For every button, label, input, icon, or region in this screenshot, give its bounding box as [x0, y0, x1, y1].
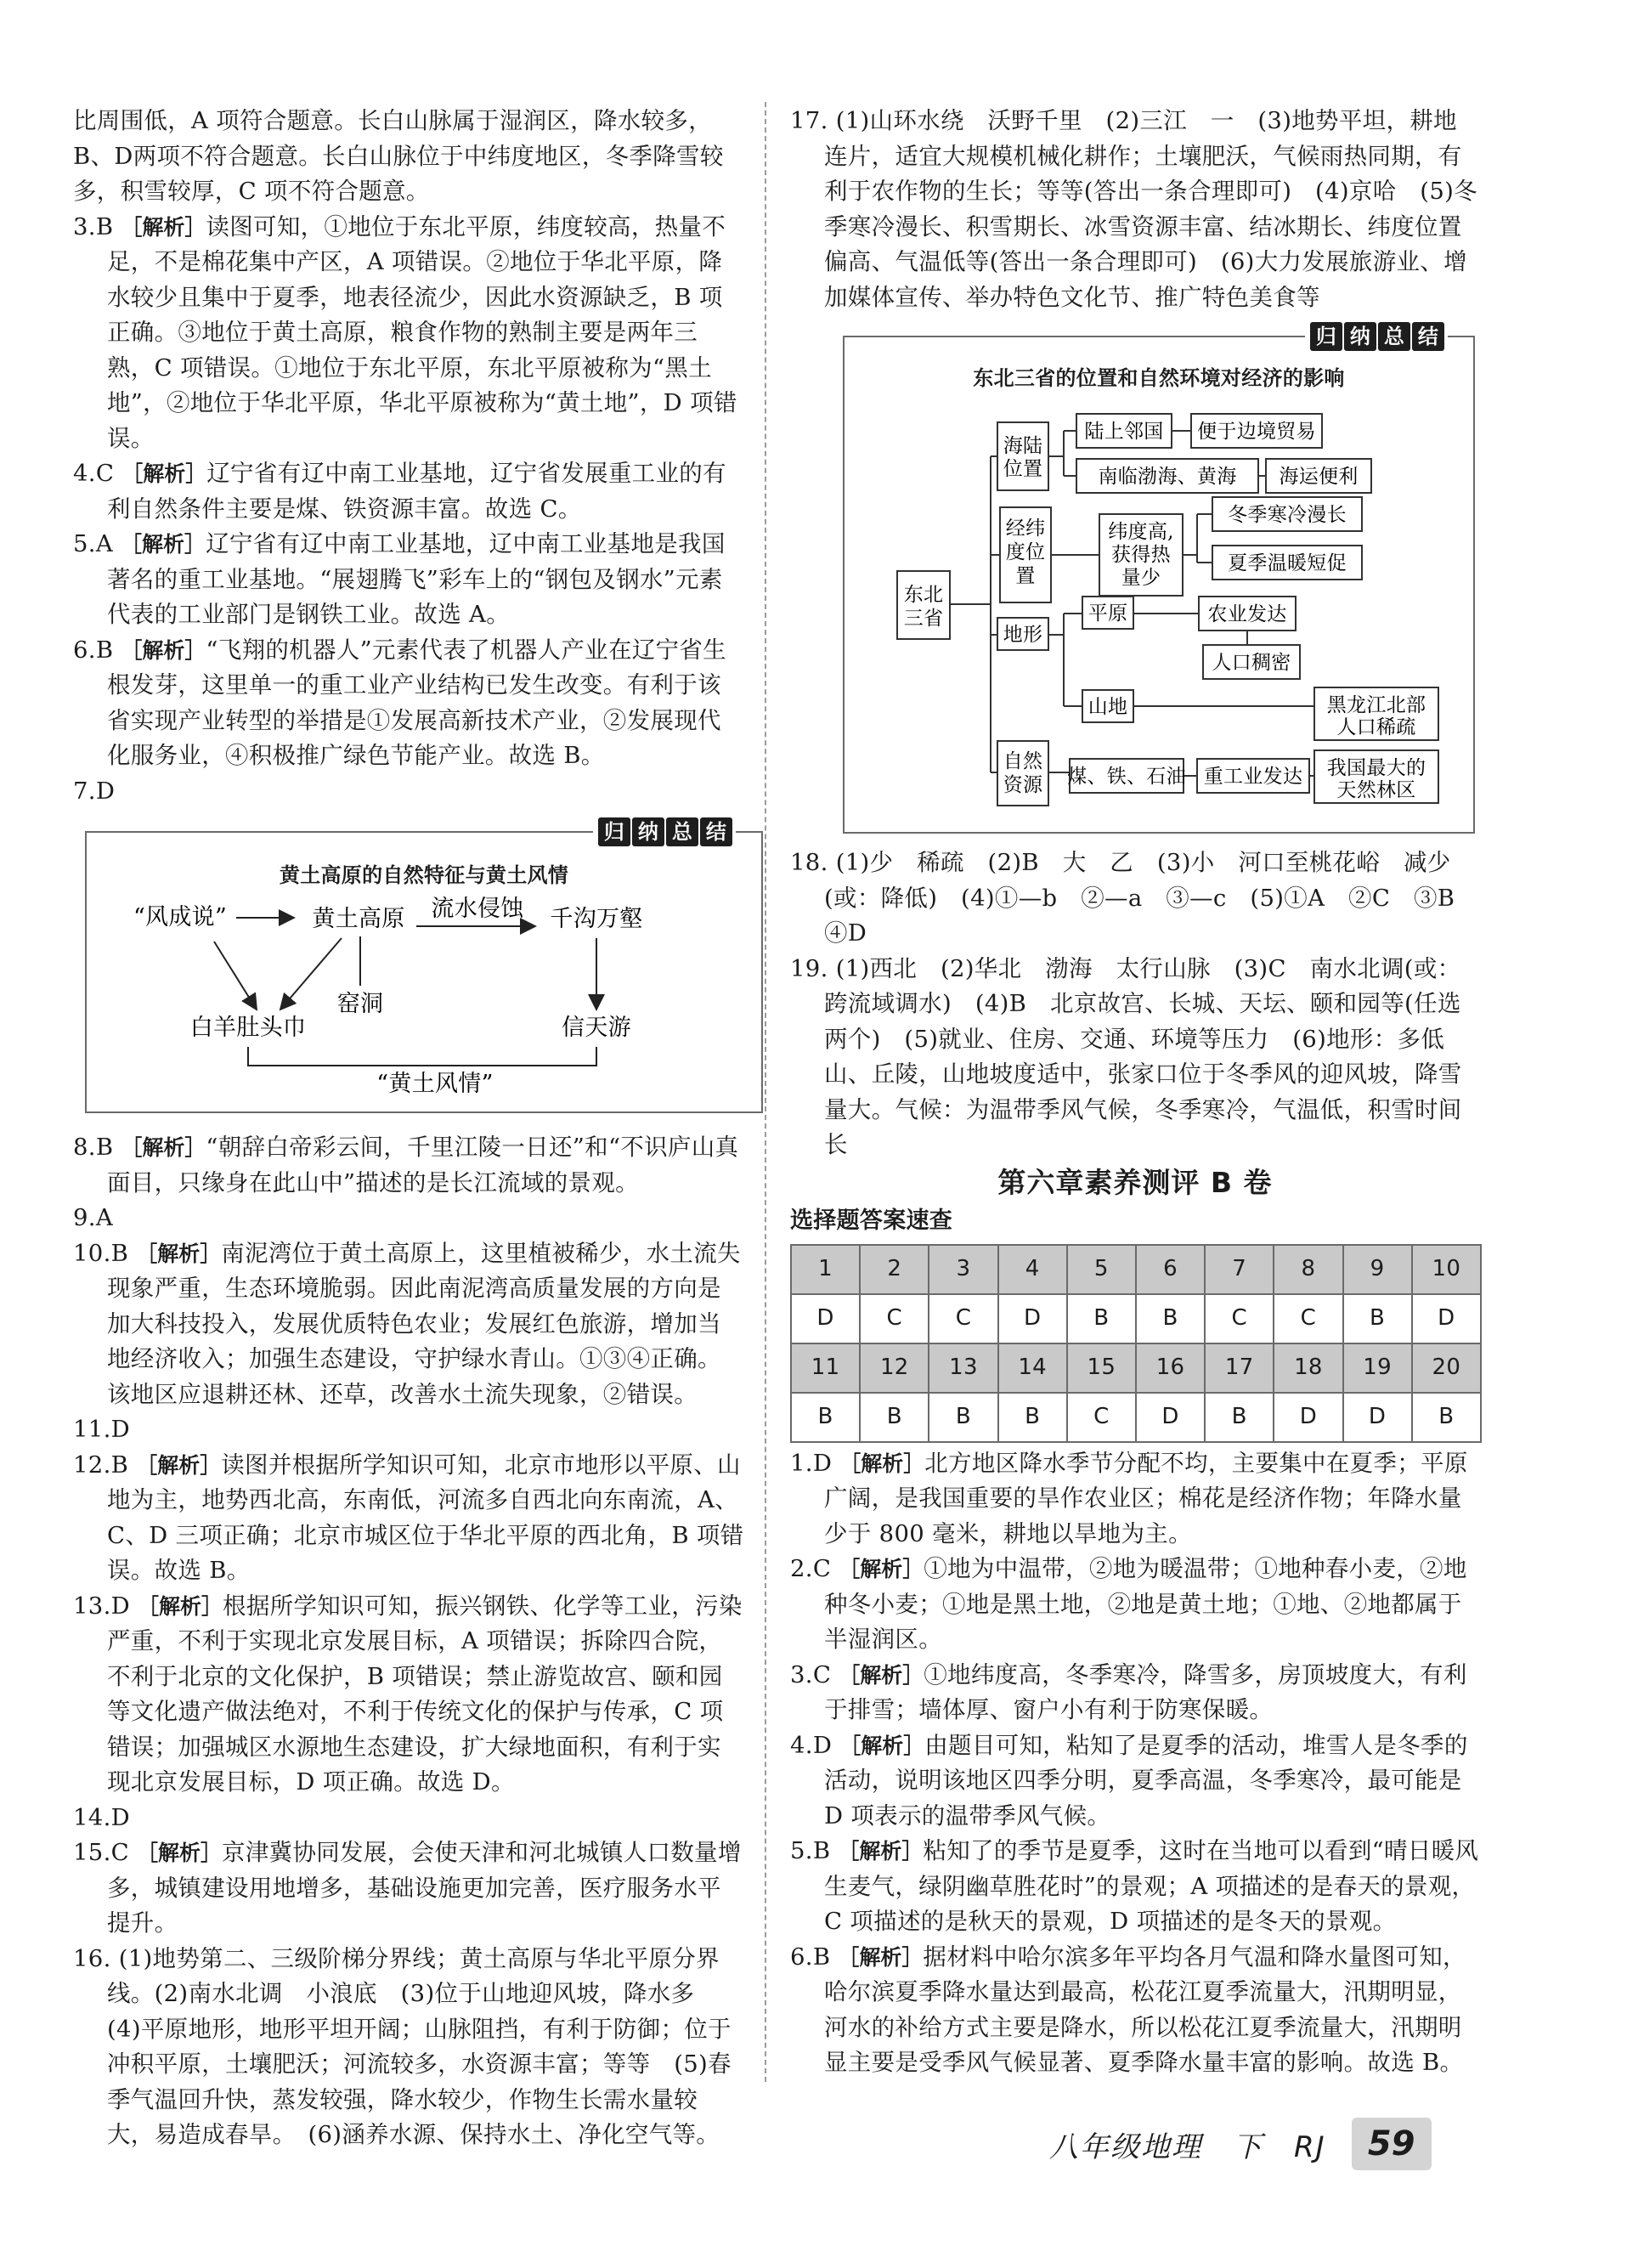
answer-cell: 17 [1205, 1343, 1274, 1393]
page-footer [1049, 2118, 1432, 2170]
answer-item [73, 1589, 744, 1801]
answer-item [790, 1834, 1480, 1940]
answer-text: (1)山环水绕 沃野千里 (2)三江 一 (3)地势平坦，耕地连片，适宜大规模机械化耕作；土壤肥沃，气候雨热同期，有利于农作物的生长；等等(答出一条合理即可) (4)京哈 (5)冬季寒冷漫长、积雪期长、冰雪资源丰富、结冰期长、纬度位置偏高、气温低等(答出一条合理即可) (6)大力发展旅游业、增加媒体宣传、举办特色文化节、推广特色美食等 [824, 107, 1477, 311]
answer-text: 比周围低，A 项符合题意。长白山脉属于湿润区，降水较多，B、D两项不符合题意。长白山脉位于中纬度地区，冬季降雪较多，积雪较厚，C 项不符合题意。 [73, 107, 724, 205]
answer-number: 9.A [73, 1204, 113, 1231]
answer-cell: D [1274, 1393, 1342, 1442]
footer-book-title: 八年级地理 下 RJ [1049, 2129, 1326, 2164]
answer-number: 1.D [790, 1449, 833, 1477]
answer-cell: B [1412, 1393, 1481, 1442]
answer-text: (1)地势第二、三级阶梯分界线；黄土高原与华北平原分界线。(2)南水北调 小浪底 (3)位于山地迎风坡，降水多 (4)平原地形，地形平坦开阔；山脉阻挡，有利于防御；位于冲积平原，土壤肥沃；河流较多，水资源丰富；等等 (5)春季气温回升快，蒸发较强，降水较少，作物生长需水量较大，易造成春旱。 (6)涵养水源、保持水土、净化空气等。 [107, 1944, 732, 2148]
analysis-label: ［解析］ [138, 1593, 223, 1619]
analysis-label: ［解析］ [121, 461, 207, 486]
answer-text: “朝辞白帝彩云间，千里江陵一日还”和“不识庐山真面目，只缘身在此山中”描述的是长江流域的景观。 [107, 1134, 739, 1196]
node-nongye: 农业发达 [1207, 603, 1287, 625]
answer-cell: D [1136, 1393, 1205, 1442]
answer-text: 由题目可知，粘知了是夏季的活动，堆雪人是冬季的活动，说明该地区四季分明，夏季高温，冬季寒冷，最可能是 D 项表示的温带季风气候。 [824, 1731, 1468, 1830]
node-xintianyou: 信天游 [562, 1015, 631, 1041]
node-meitie: 煤、铁、石油 [1067, 766, 1186, 788]
answer-cell: C [929, 1294, 997, 1343]
analysis-label: ［解析］ [839, 1733, 925, 1758]
answer-number: 4.D [790, 1731, 833, 1759]
answer-cell: 18 [1274, 1343, 1342, 1393]
answer-number: 16. [73, 1944, 111, 1972]
quick-answer-heading: 选择题答案速查 [790, 1208, 953, 1234]
answer-cell: 4 [998, 1245, 1067, 1294]
answer-item [73, 1236, 744, 1413]
answer-table-answer-row [791, 1294, 1481, 1343]
answer-item [73, 1130, 744, 1201]
answer-item [790, 1658, 1480, 1728]
analysis-label: ［解析］ [838, 1944, 924, 1970]
answer-number: 7.D [73, 777, 116, 805]
summary-title: 东北三省的位置和自然环境对经济的影响 [973, 366, 1345, 390]
left-column [73, 104, 744, 2153]
answer-text: (1)少 稀疏 (2)B 大 乙 (3)小 河口至桃花峪 减少(或：降低) (4)①—b ②—a ③—c (5)①A ②C ③B ④D [824, 849, 1479, 947]
answer-number: 19. [790, 954, 828, 982]
answer-number: 10.B [73, 1239, 129, 1267]
answer-text: 读图并根据所学知识可知，北京市地形以平原、山地为主，地势西北高，东南低，河流多自西北向东南流，A、C、D 三项正确；北京市城区位于华北平原的西北角，B 项错误。故选 B。 [107, 1451, 744, 1584]
summary-title: 黄土高原的自然特征与黄土风情 [279, 863, 569, 887]
right-answer-list [790, 104, 1480, 315]
answer-table [790, 1244, 1482, 1443]
node-nanlin: 南临渤海、黄海 [1098, 466, 1237, 488]
answer-text: 读图可知，①地位于东北平原，纬度较高，热量不足，不是棉花集中产区，A 项错误。②地位于华北平原，降水较少且集中于夏季，地表径流少，因此水资源缺乏，B 项正确。③地位于黄土高原，粮食作物的熟制主要是两年三熟，C 项错误。①地位于东北平原，东北平原被称为“黑土地”，②地位于华北平原，华北平原被称为“黄土地”，D 项错误。 [107, 212, 737, 452]
answer-text: 辽宁省有辽中南工业基地，辽宁省发展重工业的有利自然条件主要是煤、铁资源丰富。故选 C。 [107, 460, 726, 523]
answer-cell: B [929, 1393, 997, 1442]
node-weidu-2: 获得热 [1111, 544, 1171, 566]
answer-cell: B [1067, 1294, 1136, 1343]
answer-item [790, 1446, 1480, 1553]
answer-cell: C [1205, 1294, 1274, 1343]
analysis-label: ［解析］ [839, 1662, 924, 1688]
answer-number: 13.D [73, 1592, 130, 1620]
answer-item [790, 1728, 1480, 1835]
answer-cell: D [1412, 1294, 1481, 1343]
answer-cell: 5 [1067, 1245, 1136, 1294]
answer-item [73, 1942, 744, 2153]
answer-text: 粘知了的季节是夏季，这时在当地可以看到“晴日暖风生麦气，绿阴幽草胜花时”的景观；A 项描述的是春天的景观，C 项描述的是秋天的景观，D 项描述的是冬天的景观。 [824, 1837, 1479, 1935]
answer-text: ①地为中温带，②地为暖温带；①地种春小麦，②地种冬小麦；①地是黑土地，②地是黄土地；①地、②地都属于半湿润区。 [824, 1555, 1467, 1653]
answer-number: 17. [790, 107, 828, 134]
node-dongji: 冬季寒冷漫长 [1228, 504, 1347, 526]
node-haiyun: 海运便利 [1279, 466, 1359, 488]
answer-item [73, 104, 744, 210]
answer-cell: 16 [1136, 1343, 1205, 1393]
chapter-title: 第六章素养测评 B 卷 [997, 1165, 1273, 1199]
answer-item [73, 1448, 744, 1589]
answer-cell: 14 [998, 1343, 1067, 1393]
node-hailu-2: 位置 [1003, 458, 1043, 480]
answer-item [73, 1412, 744, 1448]
node-ziran-2: 资源 [1003, 774, 1043, 796]
node-lushang: 陆上邻国 [1084, 421, 1164, 443]
node-bianjing: 便于边境贸易 [1197, 421, 1316, 443]
node-dixing: 地形 [1003, 624, 1043, 646]
summary-box-loess [85, 820, 763, 1113]
node-jingwei-1: 经纬 [1005, 518, 1046, 540]
answer-table-number-row [791, 1245, 1481, 1294]
answer-text: 根据所学知识可知，振兴钢铁、化学等工业，污染严重，不利于实现北京发展目标，A 项错误；拆除四合院，不利于北京的文化保护，B 项错误；禁止游览故宫、颐和园等文化遗产做法绝对，不利于传统文化的保护与传承，C 项错误；加强城区水源地生态建设，扩大绿地面积，有利于实现北京发展目标，D 项正确。故选 D。 [107, 1592, 743, 1796]
answer-cell: 19 [1343, 1343, 1412, 1393]
answer-text: (1)西北 (2)华北 渤海 太行山脉 (3)C 南水北调(或：跨流域调水) (4)B 北京故宫、长城、天坛、颐和园等(任选两个) (5)就业、住房、交通、环境等压力 (6)地形：多低山、丘陵，山地坡度适中，张家口位于冬季风的迎风坡，降雪量大。气候：为温带季风气候，冬季寒冷，气温低，积雪时间长 [824, 954, 1462, 1158]
answer-item [790, 1940, 1480, 2081]
answer-number: 6.B [73, 636, 114, 664]
node-hailu-1: 海陆 [1003, 435, 1043, 457]
node-fengqing: “黄土风情” [376, 1071, 494, 1097]
analysis-label: ［解析］ [121, 532, 206, 557]
answer-number: 6.B [790, 1943, 831, 1971]
node-weidu-3: 量少 [1121, 567, 1161, 589]
answer-cell: C [860, 1294, 929, 1343]
answer-number: 5.B [790, 1837, 831, 1864]
answer-cell: 12 [860, 1343, 929, 1393]
answer-cell: 3 [929, 1245, 997, 1294]
answer-number: 11.D [73, 1416, 130, 1443]
summary-badge: 归 纳 总 结 [593, 814, 736, 850]
answer-number: 18. [790, 849, 828, 876]
summary-badge: 归 纳 总 结 [1305, 319, 1448, 354]
node-fengcheng: “风成说” [133, 904, 228, 930]
answer-text: 南泥湾位于黄土高原上，这里植被稀少，水土流失现象严重，生态环境脆弱。因此南泥湾高质量发展的方向是加大科技投入，发展优质特色农业；发展红色旅游，增加当地经济收入；加强生态建设，守护绿水青山。①③④正确。该地区应退耕还林、还草，改善水土流失现象，②错误。 [107, 1239, 741, 1408]
analysis-label: ［解析］ [839, 1451, 925, 1476]
node-baiyang: 白羊肚头巾 [189, 1015, 307, 1041]
answer-cell: D [791, 1294, 860, 1343]
answer-cell: 1 [791, 1245, 860, 1294]
answer-cell: 13 [929, 1343, 997, 1393]
left-answer-list-2 [73, 1130, 744, 2153]
analysis-label: ［解析］ [136, 1452, 222, 1478]
answer-cell: 11 [791, 1343, 860, 1393]
analysis-label: ［解析］ [838, 1839, 924, 1864]
answer-text: 辽宁省有辽中南工业基地，辽中南工业基地是我国著名的重工业基地。“展翅腾飞”彩车上的“钢包及钢水”元素代表的工业部门是钢铁工业。故选 A。 [107, 530, 726, 628]
right-answer-list-3 [790, 1446, 1480, 2081]
node-zhonggong: 重工业发达 [1203, 766, 1303, 788]
answer-table-number-row [791, 1343, 1481, 1393]
answer-cell: 7 [1205, 1245, 1274, 1294]
node-liushui: 流水侵蚀 [431, 896, 524, 922]
answer-text: 北方地区降水季节分配不均，主要集中在夏季；平原广阔，是我国重要的旱作农业区；棉花是经济作物；年降水量少于 800 毫米，耕地以旱地为主。 [824, 1449, 1468, 1547]
node-root-1: 东北 [903, 584, 944, 606]
loess-diagram [87, 833, 761, 1111]
column-divider [765, 102, 766, 2082]
answer-table-answer-row [791, 1393, 1481, 1442]
answer-text: ①地纬度高，冬季寒冷，降雪多，房顶坡度大，有利于排雪；墙体厚、窗户小有利于防寒保暖。 [824, 1660, 1467, 1723]
analysis-label: ［解析］ [121, 1135, 206, 1160]
node-jingwei-3: 置 [1015, 565, 1036, 587]
analysis-label: ［解析］ [137, 1841, 223, 1865]
node-xiaji: 夏季温暖短促 [1228, 552, 1347, 574]
answer-item [73, 527, 744, 633]
answer-item [73, 456, 744, 527]
node-jingwei-2: 度位 [1005, 541, 1046, 563]
answer-number: 15.C [73, 1839, 129, 1866]
answer-cell: 6 [1136, 1245, 1205, 1294]
answer-cell: C [1067, 1393, 1136, 1442]
answer-item [790, 104, 1480, 315]
node-yaodong: 窑洞 [336, 991, 384, 1017]
page-number: 59 [1352, 2118, 1432, 2170]
right-answer-list-2 [790, 846, 1480, 1163]
answer-text: 据材料中哈尔滨多年平均各月气温和降水量图可知，哈尔滨夏季降水量达到最高，松花江夏季流量大，汛期明显，河水的补给方式主要是降水，所以松花江夏季流量大，汛期明显主要是受季风气候显著、夏季降水量丰富的影响。故选 B。 [824, 1943, 1466, 2076]
answer-cell: D [998, 1294, 1067, 1343]
answer-number: 3.C [790, 1660, 832, 1688]
answer-item [73, 1801, 744, 1836]
node-linqu-1: 我国最大的 [1326, 757, 1426, 779]
node-heilong-1: 黑龙江北部 [1326, 694, 1426, 716]
answer-cell: B [1343, 1294, 1412, 1343]
answer-item [73, 210, 744, 457]
answer-number: 4.C [73, 460, 115, 487]
answer-item [790, 1552, 1480, 1658]
answer-number: 14.D [73, 1803, 130, 1831]
answer-cell: 8 [1274, 1245, 1342, 1294]
node-qiangou: 千沟万壑 [550, 906, 643, 932]
answer-cell: D [1343, 1393, 1412, 1442]
northeast-diagram [845, 337, 1473, 832]
analysis-label: ［解析］ [121, 637, 206, 663]
node-heilong-2: 人口稀疏 [1336, 716, 1416, 738]
answer-cell: B [791, 1393, 860, 1442]
answer-cell: 15 [1067, 1343, 1136, 1393]
answer-cell: 2 [860, 1245, 929, 1294]
answer-cell: 10 [1412, 1245, 1481, 1294]
summary-box-northeast [843, 325, 1475, 834]
node-linqu-2: 天然林区 [1336, 779, 1416, 801]
right-column [790, 104, 1480, 2081]
node-root-2: 三省 [903, 608, 944, 630]
answer-item [790, 846, 1480, 952]
answer-item [73, 774, 744, 810]
answer-item [790, 952, 1480, 1163]
answer-number: 12.B [73, 1451, 129, 1479]
answer-number: 3.B [73, 212, 114, 240]
answer-item [73, 1201, 744, 1236]
node-weidu-1: 纬度高, [1108, 521, 1174, 543]
analysis-label: ［解析］ [121, 214, 206, 240]
answer-cell: 20 [1412, 1343, 1481, 1393]
answer-cell: B [860, 1393, 929, 1442]
answer-cell: B [1205, 1393, 1274, 1442]
node-shandi: 山地 [1087, 696, 1128, 718]
answer-text: 京津冀协同发展，会使天津和河北城镇人口数量增多，城镇建设用地增多，基础设施更加完善，医疗服务水平提升。 [107, 1839, 742, 1937]
answer-cell: 9 [1343, 1245, 1412, 1294]
answer-cell: B [1136, 1294, 1205, 1343]
analysis-label: ［解析］ [839, 1557, 924, 1581]
answer-cell: B [998, 1393, 1067, 1442]
answer-item [73, 633, 744, 774]
node-pingyuan: 平原 [1087, 602, 1128, 625]
node-huangtu: 黄土高原 [312, 906, 405, 932]
answer-number: 5.A [73, 530, 113, 557]
node-renkou: 人口稠密 [1212, 652, 1291, 674]
answer-number: 2.C [790, 1555, 832, 1582]
answer-text: “飞翔的机器人”元素代表了机器人产业在辽宁省生根发芽，这里单一的重工业产业结构已发生改变。有利于该省实现产业转型的举措是①发展高新技术产业，②发展现代化服务业，④积极推广绿色节能产业。故选 B。 [107, 636, 726, 769]
answer-cell: C [1274, 1294, 1342, 1343]
answer-item [73, 1835, 744, 1942]
left-answer-list [73, 104, 744, 809]
node-ziran-1: 自然 [1003, 750, 1043, 772]
answer-number: 8.B [73, 1134, 114, 1161]
analysis-label: ［解析］ [136, 1241, 222, 1266]
